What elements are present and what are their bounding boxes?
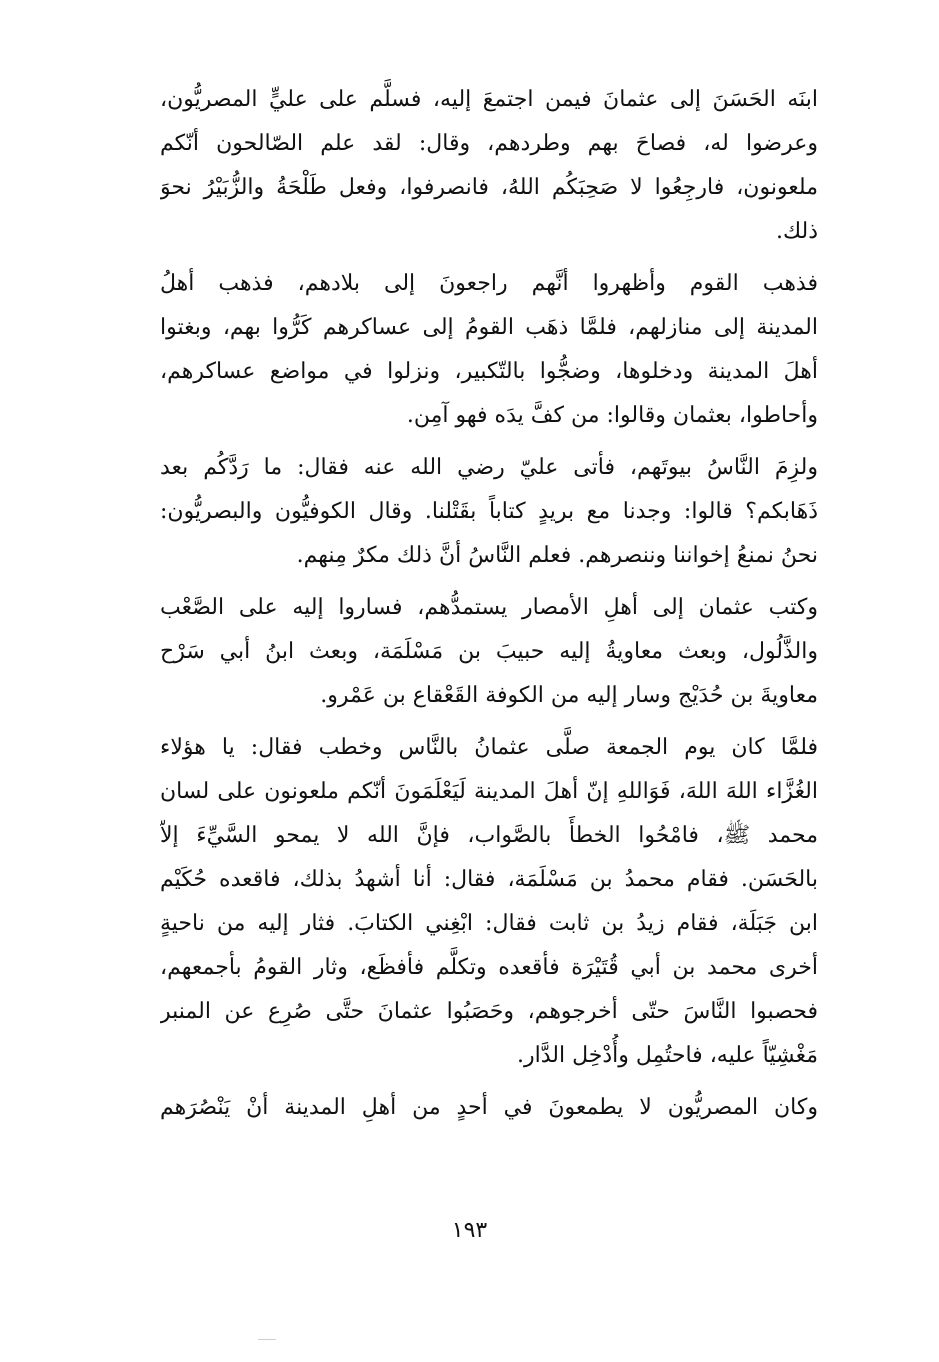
text-line: بالحَسَن. فقام محمدُ بن مَسْلَمَة، فقال: أنا أشهدُ بذلك، فاقعده حُكَيْم [160,867,818,892]
text-line: ذلك. [775,219,818,244]
text-line: ولزِمَ النَّاسُ بيوتَهم، فأتى عليّ رضي الله عنه فقال: ما رَدَّكُم بعد [160,455,818,480]
paragraph-gap [160,438,818,446]
body-text [160,78,818,1130]
text-line: محمد ﷺ، فامْحُوا الخطأَ بالصَّواب، فإنَّ الله لا يمحو السَّيِّءَ إلاّ [160,823,818,848]
text-line: ملعونون، فارجِعُوا لا صَحِبَكُم اللهُ، فانصرفوا، وفعل طَلْحَةُ والزُّبَيْرُ نحوَ [160,175,818,200]
text-line: المدينة إلى منازلهم، فلمَّا ذهَب القومُ إلى عساكرهم كَرُّوا بهم، وبغتوا [160,315,818,340]
paragraph-gap [160,1078,818,1086]
text-line: أهلَ المدينة ودخلوها، وضجُّوا بالتّكبير، ونزلوا في مواضع عساكرهم، [160,359,818,384]
paragraph [160,446,818,578]
paragraph [160,1086,818,1130]
text-line: وكان المصريُّون لا يطمعونَ في أحدٍ من أهلِ المدينة أنْ يَنْصُرَهم [160,1095,818,1120]
scan-artifact [258,1339,276,1340]
text-line: فحصبوا النَّاسَ حتّى أخرجوهم، وحَصَبُوا عثمانَ حتَّى صُرِع عن المنبر [160,999,818,1024]
text-line: وعرضوا له، فصاحَ بهم وطردهم، وقال: لقد علم الصّالحون أنّكم [160,131,818,156]
text-line: ذَهَابكم؟ قالوا: وجدنا مع بريدٍ كتاباً بقَتْلنا. وقال الكوفيُّون والبصريُّون: [160,499,818,524]
text-line: أخرى محمد بن أبي قُتَيْرَة فأقعده وتكلَّم فأفظَع، وثار القومُ بأجمعهم، [160,955,818,980]
text-line: ابن جَبَلَة، فقام زيدُ بن ثابت فقال: ابْغِني الكتابَ. فثار إليه من ناحيةٍ [160,911,818,936]
text-line: فلمَّا كان يوم الجمعة صلَّى عثمانُ بالنَّاس وخطب فقال: يا هؤلاء [160,735,818,760]
text-line: فذهب القوم وأظهروا أنَّهم راجعونَ إلى بلادهم، فذهب أهلُ [160,271,818,296]
text-line: نحنُ نمنعُ إخواننا وننصرهم. فعلم النَّاسُ أنَّ ذلك مكرٌ مِنهم. [296,543,818,568]
text-line: الغُزَّاء اللهَ اللهَ، فَوَاللهِ إنّ أهلَ المدينة لَيَعْلَمَونَ أنّكم ملعونون على لسان [160,779,818,804]
text-line: وأحاطوا، بعثمان وقالوا: من كفَّ يدَه فهو آمِن. [406,403,818,428]
text-line: وكتب عثمان إلى أهلِ الأمصار يستمدُّهم، فساروا إليه على الصَّعْب [160,595,818,620]
paragraph [160,726,818,1078]
page-number: ١٩٣ [451,1218,488,1243]
paragraph [160,586,818,718]
text-line: مَغْشِيّاً عليه، فاحتُمِل وأُدْخِل الدَّار. [516,1043,818,1068]
paragraph-gap [160,254,818,262]
text-line: والذَّلُول، وبعث معاويةُ إليه حبيبَ بن مَسْلَمَة، وبعث ابنُ أبي سَرْح [160,639,818,664]
paragraph [160,262,818,438]
text-line: معاويةَ بن حُدَيْج وسار إليه من الكوفة القَعْقاع بن عَمْرو. [320,683,818,708]
text-line: ابنَه الحَسَنَ إلى عثمانَ فيمن اجتمعَ إليه، فسلَّم على عليٍّ المصريُّون، [160,87,818,112]
paragraph-gap [160,578,818,586]
paragraph [160,78,818,254]
paragraph-gap [160,718,818,726]
